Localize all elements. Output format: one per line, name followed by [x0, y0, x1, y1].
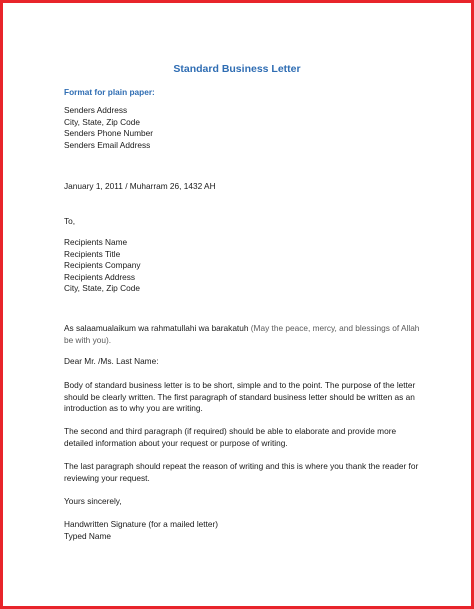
recipient-block: [64, 237, 424, 295]
letter-date: January 1, 2011 / Muharram 26, 1432 AH: [64, 181, 216, 191]
sender-city: City, State, Zip Code: [64, 116, 140, 127]
recipient-company: Recipients Company: [64, 260, 141, 270]
signature-block: [64, 519, 424, 542]
sender-email: Senders Email Address: [64, 139, 151, 150]
closing-line: [64, 496, 424, 508]
paragraph-text: The last paragraph should repeat the reason of writing and this is where you thank the reader for reviewing your request.: [64, 461, 419, 483]
body-paragraph-2: [64, 426, 424, 449]
greeting-text: [64, 323, 424, 346]
salutation-line: [64, 356, 424, 368]
closing: Yours sincerely,: [64, 496, 122, 506]
body-paragraph-3: [64, 461, 424, 484]
date-line: [64, 181, 424, 193]
paragraph-text: Body of standard business letter is to be short, simple and to the point. The purpose of the letter should be clearly written. The first paragraph of standard business letter should be written as an introduction as to why you are writing.: [64, 380, 416, 413]
recipient-name: Recipients Name: [64, 237, 128, 247]
signature-note: Handwritten Signature (for a mailed letter): [64, 519, 219, 529]
recipient-city: City, State, Zip Code: [64, 283, 140, 293]
paragraph-text: The second and third paragraph (if required) should be able to elaborate and provide more detailed information about your request or purpose of writing.: [64, 426, 397, 448]
sender-phone: Senders Phone Number: [64, 128, 154, 138]
greeting-main: As salaamualaikum wa rahmatullahi wa barakatuh: [64, 323, 251, 333]
body-paragraph-1: [64, 380, 424, 415]
to-label: To,: [64, 216, 76, 226]
format-subtitle: Format for plain paper:: [64, 87, 155, 97]
greeting-translation: (May the peace, mercy, and blessings of Allah be with you).: [64, 323, 420, 345]
to-line: [64, 216, 424, 228]
recipient-title: Recipients Title: [64, 248, 121, 259]
sender-block: [64, 105, 424, 151]
recipient-address: Recipients Address: [64, 271, 136, 282]
document-title: Standard Business Letter: [173, 63, 301, 75]
sender-address: Senders Address: [64, 105, 128, 115]
typed-name: Typed Name: [64, 530, 112, 541]
greeting-paragraph: [64, 323, 424, 346]
salutation: Dear Mr. /Ms. Last Name:: [64, 356, 159, 366]
